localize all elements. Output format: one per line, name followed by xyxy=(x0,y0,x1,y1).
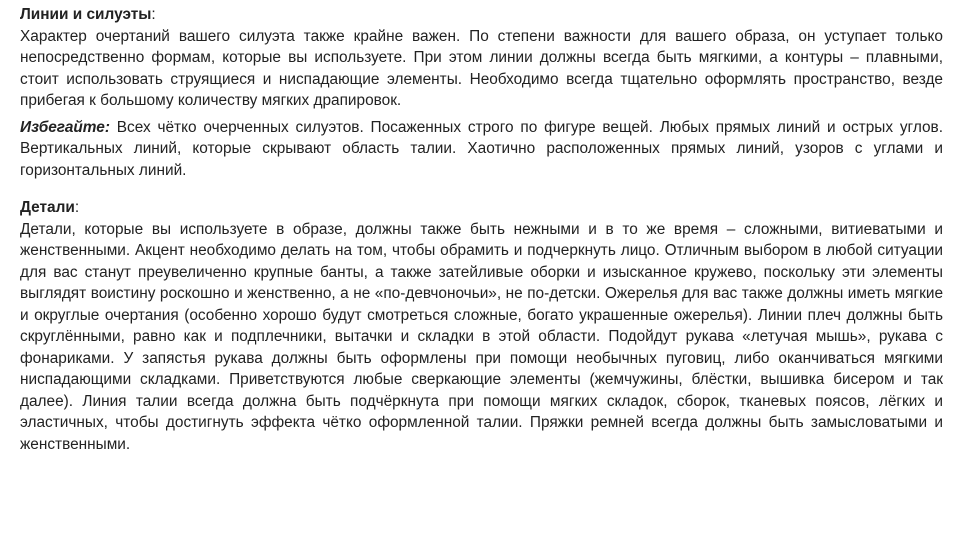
section-body-avoid: Всех чётко очерченных силуэтов. Посаженных строго по фигуре вещей. Любых прямых линий и острых углов. Вертикальных линий, которые скрывают область талии. Хаотично расположенных прямых линий, узоров с углами и горизонтальных линий. xyxy=(20,118,943,179)
section-lines-silhouettes xyxy=(20,4,943,112)
section-heading-details: Детали xyxy=(20,199,75,216)
section-heading-avoid: Избегайте: xyxy=(20,118,110,136)
section-heading-colon: : xyxy=(74,199,80,216)
section-body-lines: Характер очертаний вашего силуэта также крайне важен. По степени важности для вашего образа, он уступает только непосредственно формам, которые вы используете. При этом линии должны всегда быть мягкими, а контуры – плавными, стоит использовать струящиеся и ниспадающие элементы. Необходимо всегда тщательно оформлять пространство, везде прибегая к большому количеству мягких драпировок. xyxy=(20,27,943,109)
section-heading-colon: : xyxy=(151,6,156,23)
section-avoid xyxy=(20,117,943,182)
section-body-details: Детали, которые вы используете в образе, должны также быть нежными и в то же время – сложными, витиеватыми и женственными. Акцент необходимо делать на том, чтобы обрамить и подчеркнуть лицо. Отличным выбором в любой ситуации для вас станут преувеличенно крупные банты, а также затейливые оборки и изысканное кружево, поскольку эти элементы выглядят воистину роскошно и женственно, а не «по-девчоночьи», не по-детски. Ожерелья для вас также должны иметь мягкие и округлые очертания (особенно хорошо будут смотреться сложные, богато украшенные ожерелья). Линии плеч должны быть скруглёнными, равно как и подплечники, вытачки и складки в этой области. Подойдут рукава «летучая мышь», рукава с фонариками. У запястья рукава должны быть оформлены при помощи необычных пуговиц, либо оканчиваться мягкими ниспадающими складками. Приветствуются любые сверкающие элементы (жемчужины, блёстки, вышивка бисером и так далее). Линия талии всегда должна быть подчёркнута при помощи мягких складок, сборок, тканевых поясов, лёгких и эластичных, чтобы достигнуть эффекта чётко оформленной талии. Пряжки ремней всегда должны быть замысловатыми и женственными. xyxy=(20,220,943,453)
document-page xyxy=(20,4,943,455)
section-details xyxy=(20,197,943,455)
section-heading-lines: Линии и силуэты xyxy=(20,6,152,23)
